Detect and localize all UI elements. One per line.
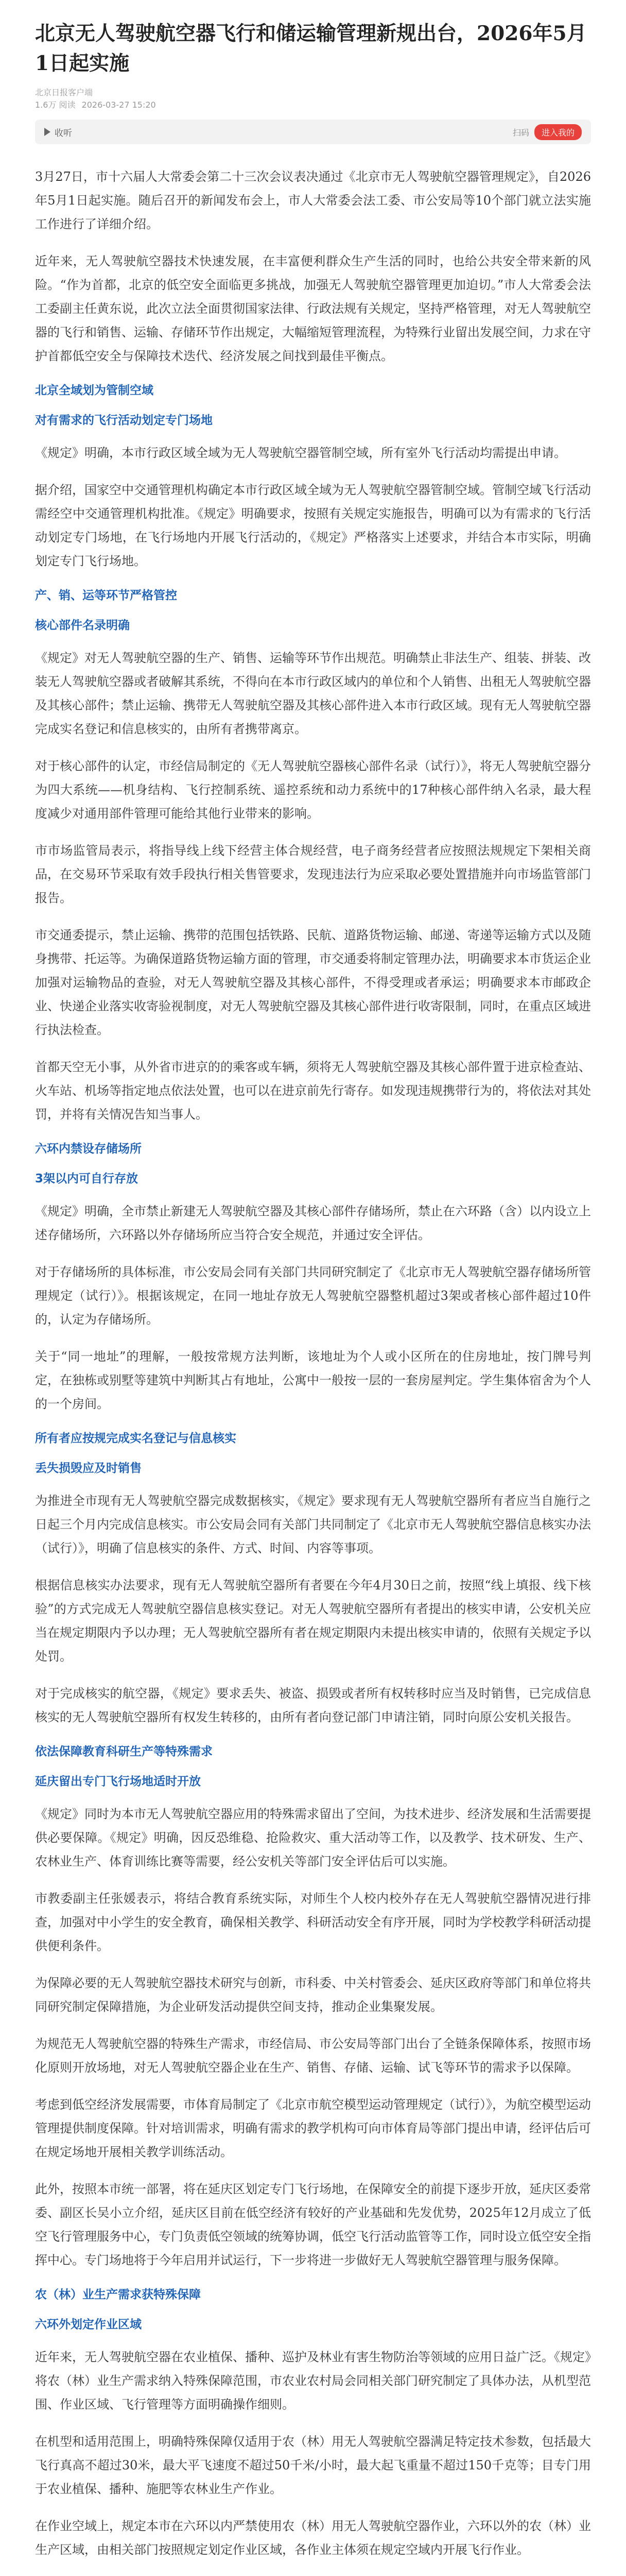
paragraph: 对于存储场所的具体标准，市公安局会同有关部门共同研究制定了《北京市无人驾驶航空器存储场所管理规定（试行）》。根据该规定，在同一地址存放无人驾驶航空器整机超过3架或者核心部件超过10件的，认定为存储场所。 <box>35 1265 591 1327</box>
paragraph: 近年来，无人驾驶航空器在农业植保、播种、巡护及林业有害生物防治等领域的应用日益广泛。《规定》将农（林）业生产需求纳入特殊保障范围，市农业农村局会同相关部门研究制定了具体办法，从机型范围、作业区域、飞行管理等方面明确操作细则。 <box>35 2350 591 2412</box>
paragraph: 为保障必要的无人驾驶航空器技术研究与创新，市科委、中关村管委会、延庆区政府等部门和单位将共同研究制定保障措施，为企业研发活动提供空间支持，推动企业集聚发展。 <box>35 1976 591 2014</box>
section-heading: 所有者应按规完成实名登记与信息核实 <box>35 1432 236 1445</box>
paragraph: 《规定》明确，全市禁止新建无人驾驶航空器及其核心部件存储场所，禁止在六环路（含）以内设立上述存储场所，六环路以外存储场所应当符合安全规范，并通过安全评估。 <box>35 1204 591 1242</box>
section-heading: 北京全域划为管制空域 <box>35 384 153 397</box>
paragraph: 在机型和适用范围上，明确特殊保障仅适用于农（林）用无人驾驶航空器满足特定技术参数，包括最大飞行真高不超过30米，最大平飞速度不超过50千米/小时，最大起飞重量不超过150千克等；目专门用于农业植保、播种、施肥等农林业生产作业。 <box>35 2434 591 2496</box>
paragraph: 市交通委提示，禁止运输、携带的范围包括铁路、民航、道路货物运输、邮递、寄递等运输方式以及随身携带、托运等。为确保道路货物运输方面的管理，市交通委将制定管理办法，明确要求本市货运企业加强对运输物品的查验，对无人驾驶航空器及其核心部件，不得受理或者承运；明确要求本市邮政企业、快递企业落实收寄验视制度，对无人驾驶航空器及其核心部件进行收寄限制，同时，在重点区域进行执法检查。 <box>35 928 591 1037</box>
article-body <box>35 165 591 2562</box>
paragraph: 根据信息核实办法要求，现有无人驾驶航空器所有者要在今年4月30日之前，按照“线上填报、线下核验”的方式完成无人驾驶航空器信息核实登记。对无人驾驶航空器所有者提出的核实申请，公安机关应当在规定期限内予以办理；无人驾驶航空器所有者在规定期限内未提出核实申请的，依照有关规定予以处罚。 <box>35 1578 591 1664</box>
read-count: 1.6万 阅读 <box>35 100 76 110</box>
toolbar-actions <box>513 124 582 140</box>
section-heading: 对有需求的飞行活动划定专门场地 <box>35 414 213 427</box>
paragraph: 对于核心部件的认定，市经信局制定的《无人驾驶航空器核心部件名录（试行）》，将无人驾驶航空器分为四大系统——机身结构、飞行控制系统、遥控系统和动力系统中的17种核心部件纳入名录，最大程度减少对通用部件管理可能给其他行业带来的影响。 <box>35 759 591 821</box>
paragraph: 《规定》明确，本市行政区域全域为无人驾驶航空器管制空域，所有室外飞行活动均需提出申请。 <box>35 446 566 460</box>
play-icon <box>44 128 50 136</box>
paragraph: 关于“同一地址”的理解，一般按常规方法判断，该地址为个人或小区所在的住房地址，按门牌号判定，在独栋或别墅等建筑中判断其占有地址，公寓中一般按一层的一套房屋判定。学生集体宿舍为个人的一个房间。 <box>35 1349 591 1411</box>
paragraph: 在作业空域上，规定本市在六环以内严禁使用农（林）用无人驾驶航空器作业，六环以外的农（林）业生产区域，由相关部门按照规定划定作业区域，各作业主体须在规定空域内开展飞行作业。 <box>35 2519 591 2557</box>
paragraph: 近年来，无人驾驶航空器技术快速发展，在丰富便利群众生产生活的同时，也给公共安全带来新的风险。“作为首都，北京的低空安全面临更多挑战，加强无人驾驶航空器管理更加迫切。”市人大常委会法工委副主任黄东说，此次立法全面贯彻国家法律、行政法规有关规定，坚持严格管理，对无人驾驶航空器的飞行和销售、运输、存储环节作出规定，大幅缩短管理流程，为特殊行业留出发展空间，力求在守护首都低空安全与保障技术迭代、经济发展之间找到最佳平衡点。 <box>35 254 591 363</box>
qr-link[interactable]: 扫码 <box>512 127 529 138</box>
paragraph: 首都天空无小事，从外省市进京的的乘客或车辆，须将无人驾驶航空器及其核心部件置于进京检查站、火车站、机场等指定地点依法处置，也可以在进京前先行寄存。如发现违规携带行为的，将依法对其处罚，并将有关情况告知当事人。 <box>35 1060 591 1122</box>
section-heading: 六环内禁设存储场所 <box>35 1142 142 1156</box>
paragraph: 《规定》对无人驾驶航空器的生产、销售、运输等环节作出规范。明确禁止非法生产、组装、拼装、改装无人驾驶航空器或者破解其系统，不得向在本市行政区域内的单位和个人销售、出租无人驾驶航空器及其核心部件；禁止运输、携带无人驾驶航空器及其核心部件进入本市行政区域。现有无人驾驶航空器完成实名登记和信息核实的，由所有者携带离京。 <box>35 651 591 736</box>
section-heading: 核心部件名录明确 <box>35 619 130 632</box>
publish-info <box>35 99 591 111</box>
paragraph: 3月27日，市十六届人大常委会第二十三次会议表决通过《北京市无人驾驶航空器管理规定》，自2026年5月1日起实施。随后召开的新闻发布会上，市人大常委会法工委、市公安局等10个部门就立法实施工作进行了详细介绍。 <box>35 170 591 231</box>
page-title: 北京无人驾驶航空器飞行和储运输管理新规出台，2026年5月1日起实施 <box>35 22 587 75</box>
paragraph: 为规范无人驾驶航空器的特殊生产需求，市经信局、市公安局等部门出台了全链条保障体系，按照市场化原则开放场地，对无人驾驶航空器企业在生产、销售、存储、运输、试飞等环节的需求予以保障。 <box>35 2037 591 2075</box>
paragraph: 据介绍，国家空中交通管理机构确定本市行政区域全域为无人驾驶航空器管制空域。管制空域飞行活动需经空中交通管理机构批准。《规定》明确要求，按照有关规定实施报告，明确可以为有需求的飞行活动划定专门场地，在飞行场地内开展飞行活动的，《规定》严格落实上述要求，并结合本市实际，明确划定专门飞行场地。 <box>35 483 591 568</box>
section-heading: 3架以内可自行存放 <box>35 1172 138 1185</box>
paragraph: 为推进全市现有无人驾驶航空器完成数据核实，《规定》要求现有无人驾驶航空器所有者应当自施行之日起三个月内完成信息核实。市公安局会同有关部门共同制定了《北京市无人驾驶航空器信息核实办法（试行）》，明确了信息核实的条件、方式、时间、内容等事项。 <box>35 1494 591 1555</box>
paragraph: 市市场监管局表示，将指导线上线下经营主体合规经营，电子商务经营者应按照法规规定下架相关商品，在交易环节采取有效手段执行相关售管要求，发现违法行为应采取必要处置措施并向市场监管部门报告。 <box>35 843 591 905</box>
listen-button[interactable] <box>44 126 72 139</box>
paragraph: 《规定》同时为本市无人驾驶航空器应用的特殊需求留出了空间，为技术进步、经济发展和生活需要提供必要保障。《规定》明确，因反恐维稳、抢险救灾、重大活动等工作，以及教学、技术研发、生产、农林业生产、体育训练比赛等需要，经公安机关等部门安全评估后可以实施。 <box>35 1807 591 1869</box>
paragraph: 此外，按照本市统一部署，将在延庆区划定专门飞行场地，在保障安全的前提下逐步开放，延庆区委常委、副区长吴小立介绍，延庆区目前在低空经济有较好的产业基础和先发优势，2025年12月成立了低空飞行管理服务中心，专门负责低空领域的统筹协调，低空飞行活动监管等工作，同时设立低空安全指挥中心。专门场地将于今年启用并试运行，下一步将进一步做好无人驾驶航空器管理与服务保障。 <box>35 2182 591 2267</box>
section-heading: 农（林）业生产需求获特殊保障 <box>35 2288 201 2301</box>
section-heading: 丢失损毁应及时销售 <box>35 1462 142 1475</box>
section-heading: 产、销、运等环节严格管控 <box>35 589 177 602</box>
paragraph: 市教委副主任张媛表示，将结合教育系统实际，对师生个人校内校外存在无人驾驶航空器情况进行排查，加强对中小学生的安全教育，确保相关教学、科研活动安全有序开展，同时为学校教学科研活动提供便利条件。 <box>35 1891 591 1953</box>
listen-label: 收听 <box>55 128 72 139</box>
publish-datetime: 2026-03-27 15:20 <box>81 100 156 110</box>
audio-toolbar <box>35 120 591 144</box>
article-meta <box>35 87 591 111</box>
section-heading: 六环外划定作业区域 <box>35 2318 142 2331</box>
paragraph: 考虑到低空经济发展需要，市体育局制定了《北京市航空模型运动管理规定（试行）》，为航空模型运动管理提供制度保障。针对培训需求，明确有需求的教学机构可向市体育局等部门提出申请，经评估后可在规定场地开展相关教学训练活动。 <box>35 2097 591 2159</box>
section-heading: 依法保障教育科研生产等特殊需求 <box>35 1745 213 1758</box>
source-name[interactable]: 北京日报客户端 <box>35 88 93 97</box>
section-heading: 延庆留出专门飞行场地适时开放 <box>35 1775 201 1788</box>
paragraph: 对于完成核实的航空器，《规定》要求丢失、被盗、损毁或者所有权转移时应当及时销售，已完成信息核实的无人驾驶航空器所有权发生转移的，由所有者向登记部门申请注销，同时向原公安机关报告。 <box>35 1686 591 1724</box>
enter-button[interactable]: 进入我的 <box>534 124 582 140</box>
